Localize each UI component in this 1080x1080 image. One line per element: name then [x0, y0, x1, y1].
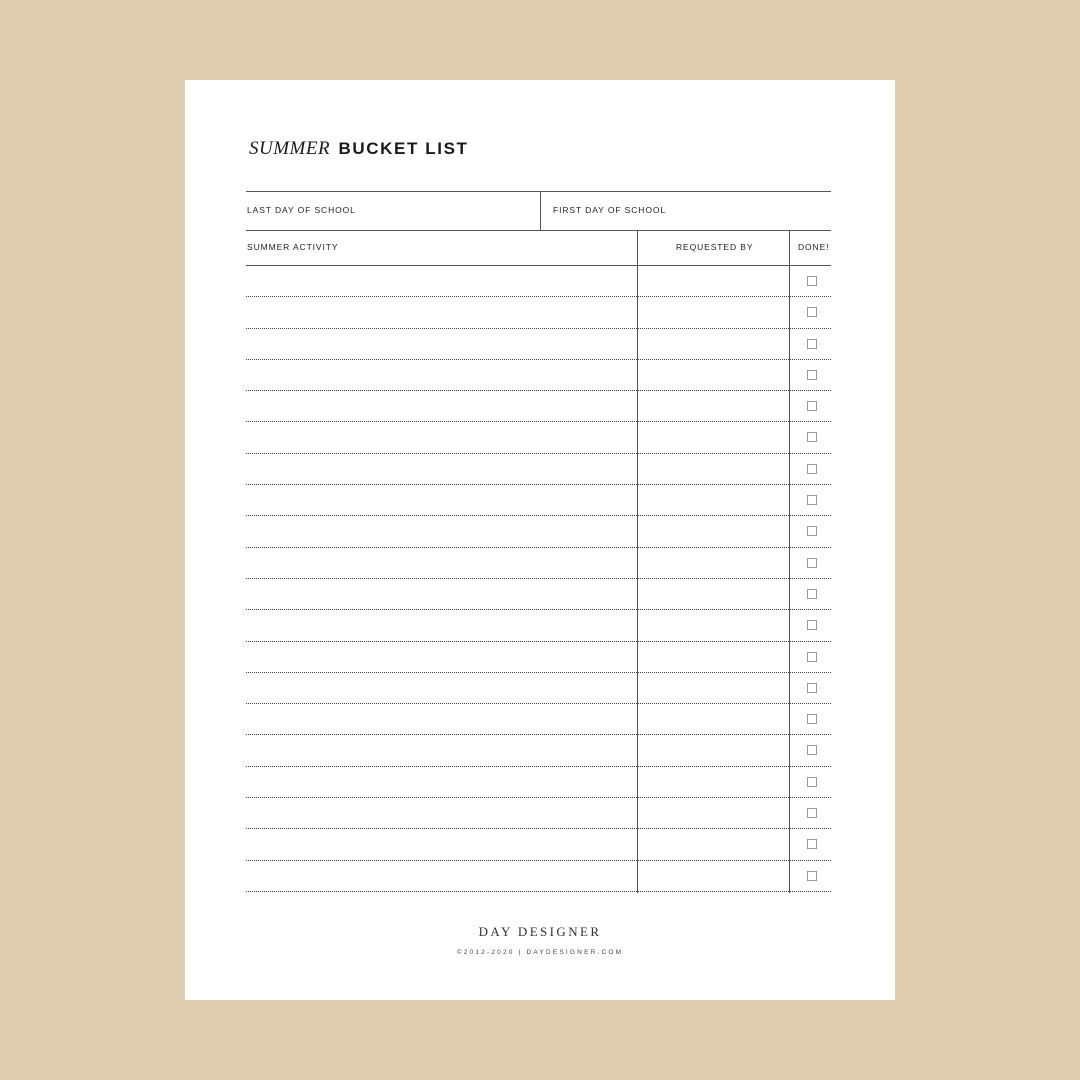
- table-row: [246, 485, 831, 516]
- done-checkbox[interactable]: [807, 871, 817, 881]
- requested-by-field[interactable]: [638, 704, 788, 734]
- activity-field[interactable]: [246, 861, 636, 891]
- done-checkbox[interactable]: [807, 808, 817, 818]
- done-checkbox[interactable]: [807, 464, 817, 474]
- table-row: [246, 548, 831, 579]
- table-row: [246, 266, 831, 297]
- requested-by-field[interactable]: [638, 391, 788, 421]
- done-checkbox[interactable]: [807, 620, 817, 630]
- table-row: [246, 610, 831, 641]
- requested-by-field[interactable]: [638, 829, 788, 859]
- done-checkbox[interactable]: [807, 307, 817, 317]
- requested-by-field[interactable]: [638, 516, 788, 546]
- activity-field[interactable]: [246, 767, 636, 797]
- activity-field[interactable]: [246, 454, 636, 484]
- activity-field[interactable]: [246, 735, 636, 765]
- requested-by-field[interactable]: [638, 673, 788, 703]
- requested-by-field[interactable]: [638, 767, 788, 797]
- divider-top: [246, 191, 831, 192]
- done-checkbox[interactable]: [807, 495, 817, 505]
- bucket-list-rows: [246, 266, 831, 892]
- activity-field[interactable]: [246, 704, 636, 734]
- requested-by-field[interactable]: [638, 861, 788, 891]
- requested-by-field[interactable]: [638, 735, 788, 765]
- table-row: [246, 454, 831, 485]
- last-day-of-school-field[interactable]: LAST DAY OF SCHOOL: [247, 205, 356, 215]
- column-header-requested: REQUESTED BY: [676, 242, 754, 252]
- table-row: [246, 579, 831, 610]
- activity-field[interactable]: [246, 485, 636, 515]
- done-checkbox[interactable]: [807, 777, 817, 787]
- requested-by-field[interactable]: [638, 454, 788, 484]
- table-row: [246, 329, 831, 360]
- activity-field[interactable]: [246, 516, 636, 546]
- requested-by-field[interactable]: [638, 266, 788, 296]
- table-row: [246, 422, 831, 453]
- requested-by-field[interactable]: [638, 329, 788, 359]
- table-row: [246, 297, 831, 328]
- done-checkbox[interactable]: [807, 276, 817, 286]
- table-row: [246, 673, 831, 704]
- activity-field[interactable]: [246, 329, 636, 359]
- brand-logo: DAY DESIGNER: [478, 924, 602, 939]
- table-row: [246, 391, 831, 422]
- done-checkbox[interactable]: [807, 432, 817, 442]
- requested-by-field[interactable]: [638, 485, 788, 515]
- page-title: [249, 138, 469, 160]
- table-row: [246, 516, 831, 547]
- table-row: [246, 861, 831, 892]
- done-checkbox[interactable]: [807, 589, 817, 599]
- requested-by-field[interactable]: [638, 548, 788, 578]
- first-day-of-school-field[interactable]: FIRST DAY OF SCHOOL: [553, 205, 666, 215]
- activity-field[interactable]: [246, 391, 636, 421]
- requested-by-field[interactable]: [638, 297, 788, 327]
- planner-sheet: [185, 80, 895, 1000]
- requested-by-field[interactable]: [638, 422, 788, 452]
- table-row: [246, 735, 831, 766]
- requested-by-field[interactable]: [638, 610, 788, 640]
- activity-field[interactable]: [246, 297, 636, 327]
- table-row: [246, 360, 831, 391]
- title-bold: BUCKET LIST: [338, 139, 469, 158]
- activity-field[interactable]: [246, 266, 636, 296]
- table-row: [246, 704, 831, 735]
- title-script: SUMMER: [249, 138, 331, 159]
- table-row: [246, 829, 831, 860]
- done-checkbox[interactable]: [807, 526, 817, 536]
- activity-field[interactable]: [246, 642, 636, 672]
- activity-field[interactable]: [246, 798, 636, 828]
- date-field-divider: [540, 191, 541, 230]
- done-checkbox[interactable]: [807, 683, 817, 693]
- activity-field[interactable]: [246, 610, 636, 640]
- done-checkbox[interactable]: [807, 714, 817, 724]
- done-checkbox[interactable]: [807, 839, 817, 849]
- divider-date-fields: [246, 230, 831, 231]
- activity-field[interactable]: [246, 673, 636, 703]
- table-row: [246, 798, 831, 829]
- table-row: [246, 642, 831, 673]
- column-header-activity: SUMMER ACTIVITY: [247, 242, 339, 252]
- table-row: [246, 767, 831, 798]
- activity-field[interactable]: [246, 422, 636, 452]
- done-checkbox[interactable]: [807, 401, 817, 411]
- done-checkbox[interactable]: [807, 652, 817, 662]
- copyright-text: ©2012-2020 | DAYDESIGNER.COM: [456, 949, 624, 956]
- activity-field[interactable]: [246, 579, 636, 609]
- done-checkbox[interactable]: [807, 339, 817, 349]
- requested-by-field[interactable]: [638, 642, 788, 672]
- activity-field[interactable]: [246, 829, 636, 859]
- done-checkbox[interactable]: [807, 745, 817, 755]
- activity-field[interactable]: [246, 548, 636, 578]
- column-header-done: DONE!: [798, 242, 830, 252]
- requested-by-field[interactable]: [638, 579, 788, 609]
- done-checkbox[interactable]: [807, 558, 817, 568]
- requested-by-field[interactable]: [638, 360, 788, 390]
- requested-by-field[interactable]: [638, 798, 788, 828]
- done-checkbox[interactable]: [807, 370, 817, 380]
- activity-field[interactable]: [246, 360, 636, 390]
